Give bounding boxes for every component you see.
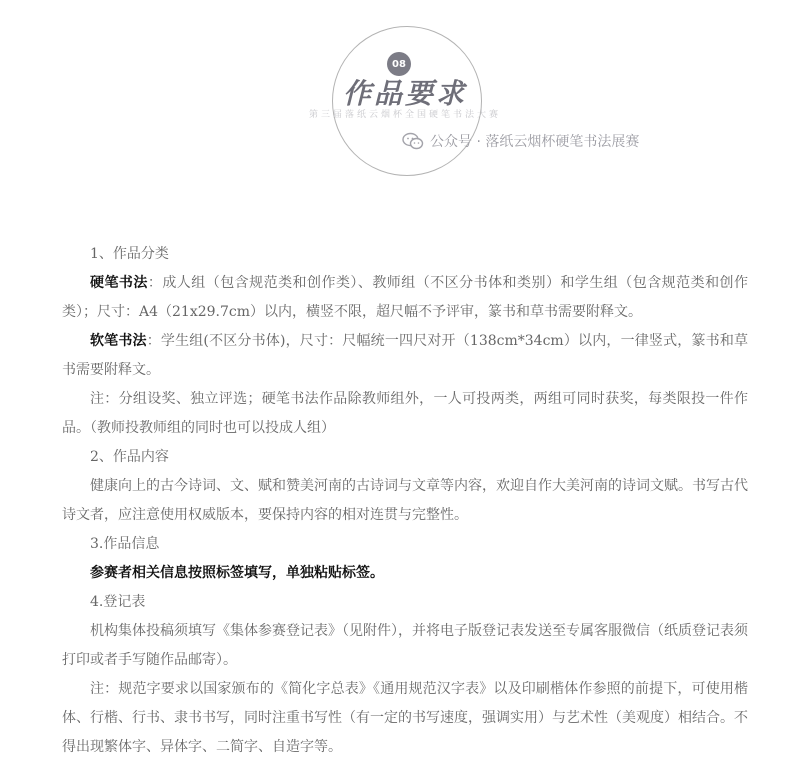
hard-pen-label: 硬笔书法 <box>90 275 148 291</box>
section-subtitle: 第三届落纸云烟杯全国硬笔书法大赛 <box>308 110 501 120</box>
wechat-icon <box>402 132 424 150</box>
section-number-badge: 08 <box>387 52 411 76</box>
paragraph-info: 参赛者相关信息按照标签填写，单独粘贴标签。 <box>90 565 384 581</box>
article-body <box>62 240 748 762</box>
account-name: 公众号 · 落纸云烟杯硬笔书法展赛 <box>430 134 640 150</box>
paragraph-registration: 机构集体投稿须填写《集体参赛登记表》（见附件），并将电子版登记表发送至专属客服微信（纸质登记表须打印或者手写随作品邮寄）。 <box>62 623 748 668</box>
paragraph-registration-note: 注：规范字要求以国家颁布的《简化字总表》《通用规范汉字表》以及印刷楷体作参照的前提下，可使用楷体、行楷、行书、隶书书写，同时注重书写性（有一定的书写速度，强调实用）与艺术性（美观度）相结合。不得出现繁体字、异体字、二简字、自造字等。 <box>62 681 748 755</box>
hard-pen-text: ：成人组（包含规范类和创作类）、教师组（不区分书体和类别）和学生组（包含规范类和创作类）；尺寸：A4（21x29.7cm）以内，横竖不限，超尺幅不予评审，篆书和草书需要附释文。 <box>62 275 749 320</box>
soft-brush-text: ：学生组(不区分书体)，尺寸：尺幅统一四尺对开（138cm*34cm）以内，一律竖式，篆书和草书需要附释文。 <box>62 333 748 378</box>
heading-category: 1、作品分类 <box>90 246 169 262</box>
heading-info: 3.作品信息 <box>90 536 160 552</box>
section-header <box>0 0 804 190</box>
paragraph-content: 健康向上的古今诗词、文、赋和赞美河南的古诗词与文章等内容，欢迎自作大美河南的诗词文赋。书写古代诗文者，应注意使用权威版本，要保持内容的相对连贯与完整性。 <box>62 478 748 523</box>
paragraph-soft-brush <box>62 327 748 385</box>
paragraph-hard-pen <box>62 269 748 327</box>
section-title: 作品要求 <box>342 77 467 110</box>
account-watermark <box>402 130 639 152</box>
heading-content: 2、作品内容 <box>90 449 169 465</box>
heading-registration: 4.登记表 <box>90 594 146 610</box>
soft-brush-label: 软笔书法 <box>90 333 147 349</box>
paragraph-category-note: 注：分组设奖、独立评选；硬笔书法作品除教师组外，一人可投两类，两组可同时获奖，每类限投一件作品。（教师投教师组的同时也可以投成人组） <box>62 391 748 436</box>
